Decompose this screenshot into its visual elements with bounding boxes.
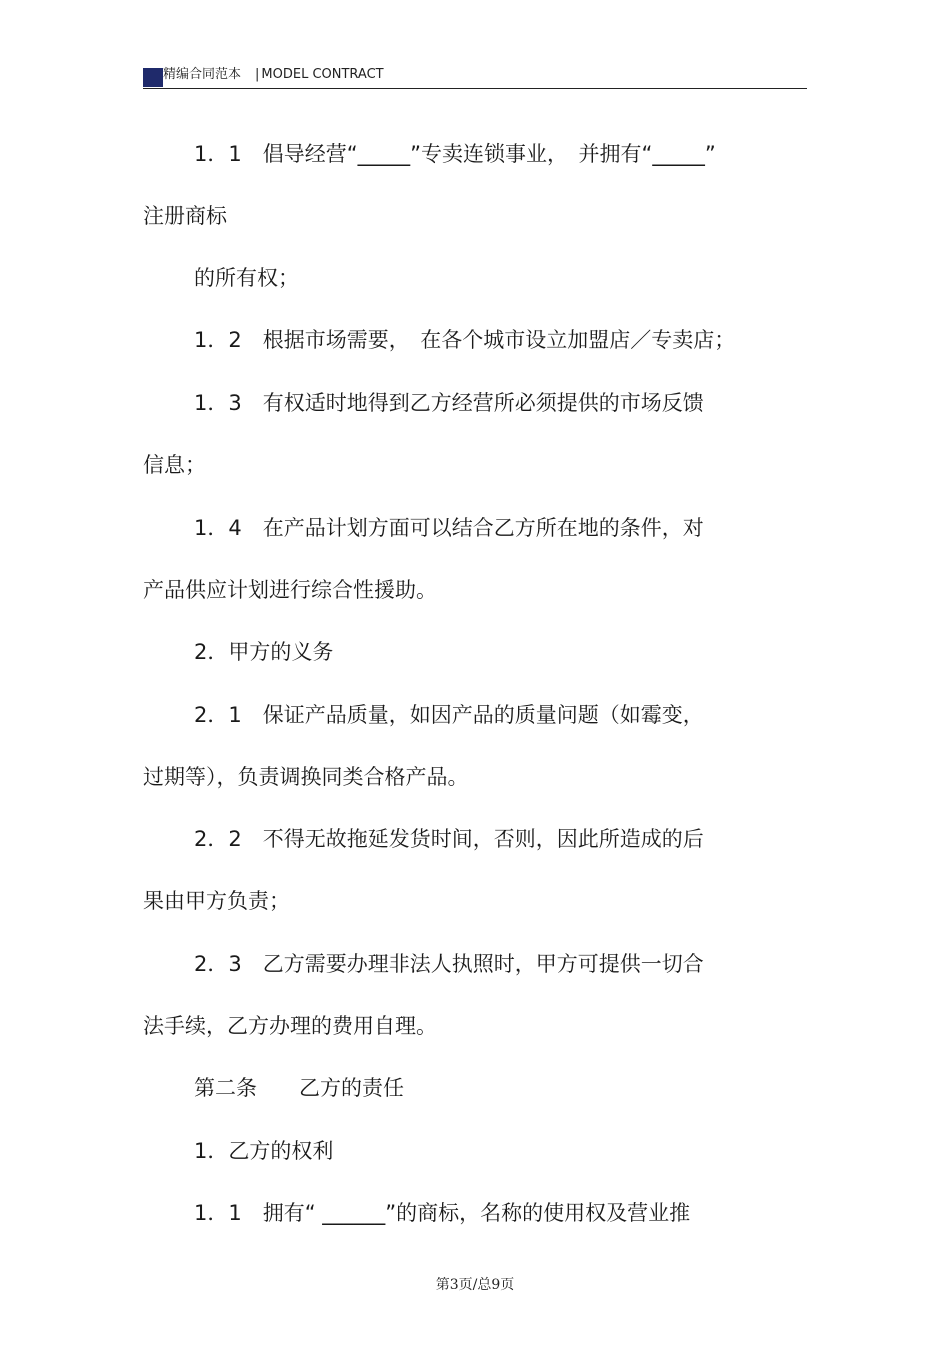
- text-line: 1．3 有权适时地得到乙方经营所必须提供的市场反馈: [194, 391, 704, 415]
- section-heading: 第二条 乙方的责任: [194, 1076, 404, 1100]
- header-logo-icon: [143, 68, 163, 87]
- text-line: 1．2 根据市场需要， 在各个城市设立加盟店／专卖店；: [194, 328, 736, 352]
- text-line: 过期等），负责调换同类合格产品。: [143, 765, 469, 789]
- text-line: 2．3 乙方需要办理非法人执照时，甲方可提供一切合: [194, 952, 704, 976]
- text-line: 1．1 拥有“ ______”的商标，名称的使用权及营业推: [194, 1201, 691, 1225]
- text-line: 果由甲方负责；: [143, 889, 290, 913]
- header-cn-label: 精编合同范本: [163, 67, 242, 82]
- page-header: [143, 64, 807, 89]
- text-line: 1．4 在产品计划方面可以结合乙方所在地的条件，对: [194, 516, 704, 540]
- text-line: 产品供应计划进行综合性援助。: [143, 578, 437, 602]
- text-line: 2．2 不得无故拖延发货时间，否则，因此所造成的后: [194, 827, 704, 851]
- text-line: 的所有权；: [194, 266, 299, 290]
- text-line: 2．1 保证产品质量，如因产品的质量问题（如霉变，: [194, 703, 704, 727]
- text-line: 信息；: [143, 453, 206, 477]
- text-line: 注册商标: [143, 204, 227, 228]
- text-line: 2．甲方的义务: [194, 640, 334, 664]
- text-line: 1．乙方的权利: [194, 1139, 334, 1163]
- text-line: 1．1 倡导经营“_____”专卖连锁事业， 并拥有“_____”: [194, 142, 716, 166]
- page-number: 第3页/总9页: [435, 1277, 515, 1293]
- header-title: [163, 66, 384, 84]
- header-separator: |: [255, 67, 260, 82]
- text-line: 法手续，乙方办理的费用自理。: [143, 1014, 437, 1038]
- header-en-label: MODEL CONTRACT: [261, 67, 384, 82]
